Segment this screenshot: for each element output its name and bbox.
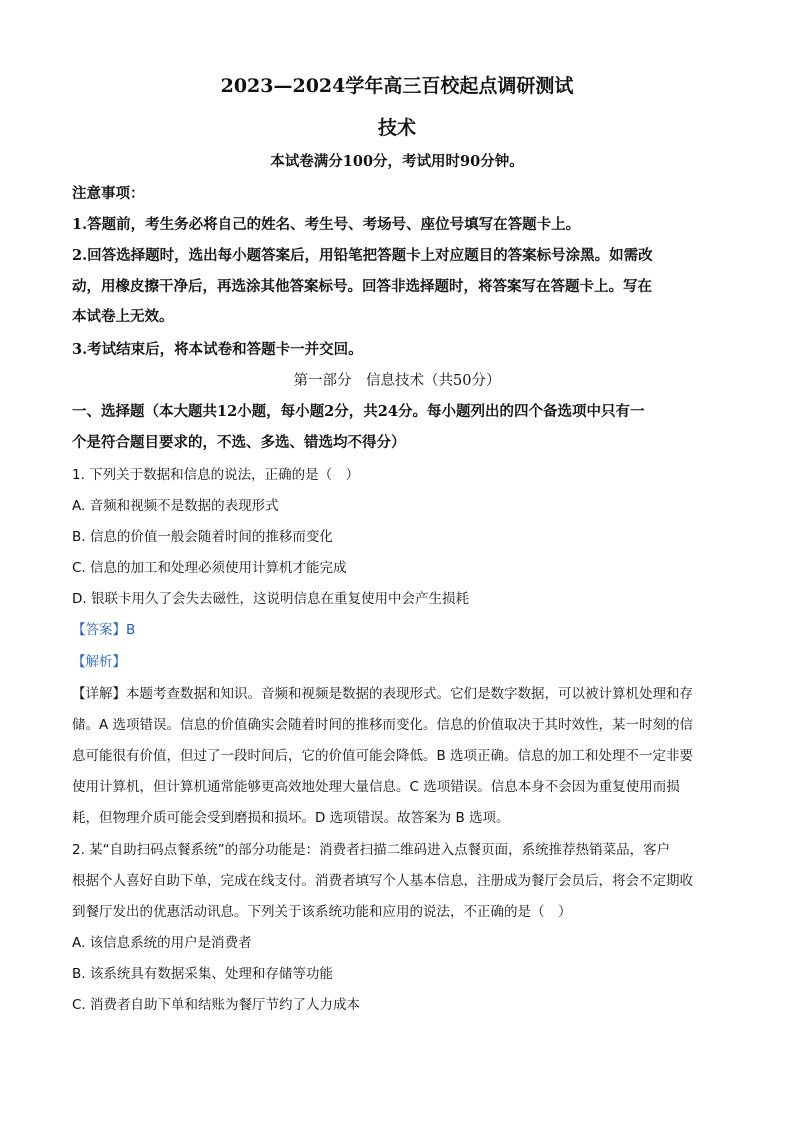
question-1-option-d: D. 银联卡用久了会失去磁性，这说明信息在重复使用中会产生损耗	[72, 591, 469, 607]
question-2-option-b: B. 该系统具有数据采集、处理和存储等功能	[72, 966, 333, 982]
section-heading: 个是符合题目要求的，不选、多选、错选均不得分）	[72, 434, 406, 451]
subject-title: 技术	[377, 117, 416, 139]
question-1-stem: 1. 下列关于数据和信息的说法，正确的是（ ）	[72, 467, 360, 483]
notice-item: 动，用橡皮擦干净后，再选涂其他答案标号。回答非选择题时，将答案写在答题卡上。写在	[72, 278, 652, 295]
analysis-text: 息可能很有价值，但过了一段时间后，它的价值可能会降低。B 选项正确。信息的加工和处理不一定非要	[72, 748, 694, 764]
analysis-label: 【解析】	[72, 654, 126, 670]
question-2-stem: 到餐厅发出的优惠活动讯息。下列关于该系统功能和应用的说法，不正确的是（ ）	[72, 904, 572, 920]
question-2-stem: 2. 某“自助扫码点餐系统”的部分功能是：消费者扫描二维码进入点餐页面，系统推荐热销菜品，客户	[72, 842, 671, 858]
section-heading: 一、选择题（本大题共12小题，每小题2分，共24分。每小题列出的四个备选项中只有一	[72, 403, 645, 420]
question-2-option-c: C. 消费者自助下单和结账为餐厅节约了人力成本	[72, 997, 361, 1013]
exam-note: 本试卷满分100分，考试用时90分钟。	[270, 153, 524, 170]
exam-title: 2023—2024学年高三百校起点调研测试	[220, 75, 574, 97]
notice-heading: 注意事项：	[72, 185, 145, 202]
question-1-option-b: B. 信息的价值一般会随着时间的推移而变化	[72, 529, 333, 545]
question-2-stem: 根据个人喜好自助下单，完成在线支付。消费者填写个人基本信息，注册成为餐厅会员后，将会不定期收	[72, 873, 693, 889]
part-title: 第一部分 信息技术（共50分）	[293, 373, 501, 389]
notice-item: 2.回答选择题时，选出每小题答案后，用铅笔把答题卡上对应题目的答案标号涂黑。如需改	[72, 247, 653, 264]
analysis-text: 储。A 选项错误。信息的价值确实会随着时间的推移而变化。信息的价值取决于其时效性，某一时刻的信	[72, 717, 694, 733]
notice-item: 本试卷上无效。	[72, 308, 174, 325]
notice-item: 1.答题前，考生务必将自己的姓名、考生号、考场号、座位号填写在答题卡上。	[72, 216, 581, 233]
question-2-option-a: A. 该信息系统的用户是消费者	[72, 935, 252, 951]
notice-item: 3.考试结束后，将本试卷和答题卡一并交回。	[72, 341, 363, 358]
answer-label: 【答案】B	[72, 622, 136, 638]
analysis-text: 使用计算机，但计算机通常能够更高效地处理大量信息。C 选项错误。信息本身不会因为重复使用而损	[72, 779, 680, 795]
question-1-option-c: C. 信息的加工和处理必须使用计算机才能完成	[72, 560, 347, 576]
analysis-text: 【详解】本题考查数据和知识。音频和视频是数据的表现形式。它们是数字数据，可以被计算机处理和存	[72, 686, 693, 702]
question-1-option-a: A. 音频和视频不是数据的表现形式	[72, 498, 279, 514]
analysis-text: 耗，但物理介质可能会受到磨损和损坏。D 选项错误。故答案为 B 选项。	[72, 810, 510, 826]
